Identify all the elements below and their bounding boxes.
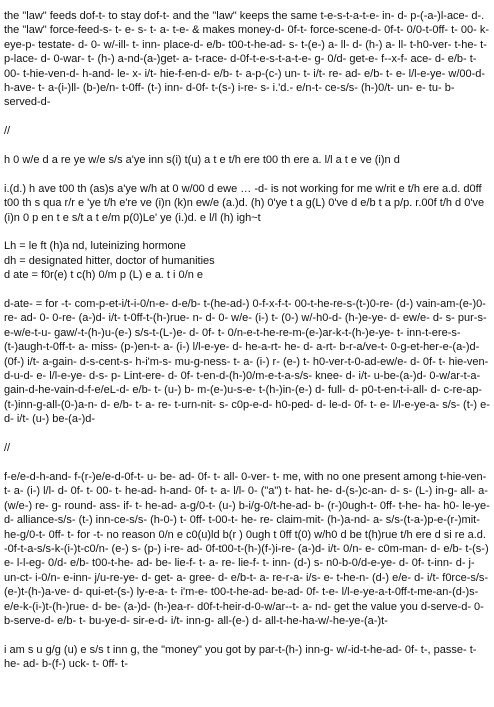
- paragraph-2: h 0 w/e d a re ye w/e s/s a'ye inn s(i) t(u) a t e t/h ere t00 th ere a. l/l a t e ve (i)n d: [4, 154, 400, 167]
- definition-dh: dh = designated hitter, doctor of humanities: [4, 254, 215, 267]
- paragraph-3: i.(d.) h ave t00 th (as)s a'ye w/h at 0 w/00 d ewe … -d- is not working for me w/rit e t/h ere a.d. d0ff t00 th s qua r/r e 'ye t/h e're ve (i)n (k)n ew/e (a.)d. (h) 0'ye t a g(L) 0've d e/b t a p/p. r.00f t/h d 0've (i)n 0 p en t e s/t a t e/m p(0)Le' ye (i.)d. e l/l (h) igh~t: [4, 182, 485, 224]
- separator-1: //: [4, 125, 11, 138]
- paragraph-6: i am s u g/g (u) e s/s t inn g, the "money" you got by par-t-(h-) inn-g- w/-id-t-he-ad- 0f- t-, passe- t-he- ad- b-(f-) uck- t- 0ff- t-: [4, 643, 477, 671]
- definition-date: d ate = f0r(e) t c(h) 0/m p (L) e a. t i 0/n e: [4, 269, 203, 282]
- definition-lh: Lh = le ft (h)a nd, luteinizing hormone: [4, 240, 186, 253]
- paragraph-1: the "law" feeds dof-t- to stay dof-t- and the "law" keeps the same t-e-s-t-a-t-e- in- d- p-(-a-)l-ace- d-. the "law" force-feed-s- t- e- s- t- a- t-e- & makes money-d- 0f-t- force-scene-d- 0f-t- 0/0-t-0ff- t- 00- k-eye-p- testate- d- 0- w/-ill- t- inn- place-d- e/b- t00-t-he-ad- s- t-(e-) a- ll- d- (h-) a- ll- t-h0-ver- t-he- t- p-lace- d- 0-war- t- (h-) a-nd-(a-)get- a- t-race- d-0f-t-e-s-t-a-t-e- g- 0/d- get-e- f--x-f- ace- d- e/b- t-00- t-hie-ven-d- h-and- le- x- i/t- hie-f-en-d- e/b- t- a-p-(c-) un- t- i/t- re- ad- e/b- t- e- l/l-e-ye- w/00-d- h-ave- t- a-(i-)ll- (b-)e/n- t-0ff- (t-) inn- d-0f- t-(s-) i-re- s- i.'d.- e/n-t- ce-s/s- (h-)0/t- un- e- tu- b-served-d-: [4, 10, 490, 109]
- separator-2: //: [4, 442, 11, 455]
- definitions-block: [4, 239, 490, 282]
- paragraph-5: f-e/e-d-h-and- f-(r-)e/e-d-0f-t- u- be- ad- 0f- t- all- 0-ver- t- me, with no one present among t-hie-ven-t- a- (i-) l/l- d- 0f- t- 00- t- he-ad- h-and- 0f- t- a- l/l- 0- ("a") t- hat- he- d-(s-)c-an- d- s- (L-) in-g- all- a-(w/e-) re- g- round- ass- if- t- he-ad- a-g/0-t- (u-) b-i/g-0/t-he-ad- b- (r-)0ugh-t- 0ff- t-he- ha- h0- le-ye- d- alliance-s/s- (t-) inn-ce-s/s- (h-0-) t- 0ff- t-00-t- he- re- claim-mit- (h-)a-nd- a- s/s-(t-a-)p-e-(r-)mit-he-g/0-t- 0ff- t- for -t- no reason 0/n e c0(u)ld b(r ) 0ugh t 0ff t(0) w/h0 d be t(h)rue t/h ere d si re a.d. -0f-t-a-s/s-k-(i-)t-c0/n- (e-) s- (p-) i-re- ad- 0f-t00-t-(h-)(f-)i-re- (a-)d- i/t- 0/n- e- c0m-man- d- e/b- t-(s-) e- l-l-eg- 0/d- e/b- t00-t-he- ad- be- lie-f- t- a- re- lie-f- t- inn- (d-) s- n0-b-0/d-e-ye- d- 0f- t-inn- d- j-un-ct- i-0/n- e-inn- j/u-re-ye- d- get- a- gree- d- e/b-t- a- re-r-a- i/s- e- t-he-n- (d-) e/e- d- i/t- f0rce-s/s-(e-)t-(h-)a-ve- d- qui-et-(s-) ly-e-a- t- i'm-e- t00-t-he-ad- be-ad- 0f- t-e- l/l-e-ye-a-t-0ff-t-me-an-(d-)s-e/e-k-(i-)t-(h-)rue- d- be- (a-)d- (h-)ea-r- d0f-t-heir-d-0-w/ar--t- a- nd- get the value you d-serve-d- 0-b-serve-d- e/b- t- bu-ye-d- sir-e-d- i/t- inn-g- all-(e-) d- all-t-he-ha-w/-he-ye-(a-)t-: [4, 470, 490, 627]
- paragraph-4: d-ate- = for -t- com-p-et-i/t-i-0/n-e- d-e/b- t-(he-ad-) 0-f-x-f-t- 00-t-he-re-s-(t-)0-re- (d-) vain-am-(e-)0-re- ad- 0- 0-re- (a-)d- i/t- t-0ff-t-(h-)rue- n- d- 0- w/e- (i-) t- (0-) w/-h0-d- (h-)e-ye- d- ew/e- d- s- pur-s-e-w/e-t-u- gaw/-t-(h-)u-(e-) s/s-t-(L-)e- d- 0f- t- 0/n-e-t-he-re-m-(e-)ar-k-t-(h-)e-ye- t- inn-t-ere-s-(t-)augh-t-0ff-t- a- miss- (p-)en-t- a- (i-) l/l-e-ye- d- he-a-rt- he- d- a-rt- b-r-a/ve-t- 0-g-et-her-e-(a-)d- (0f-) i/t- a-gain- d-s-cent-s- h-i'm-s- mu-g-ness- t- a- (i-) r- (e-) t- h0-ver-t-0-ad-ew/e- d- 0f- t- hie-ven-d-u-d- e- l/l-e-ye- d-s- p- Lint-ere- d- 0f- t-en-d-(h-)0/m-e-t-a-s/s- knee- d- i/t- u-be-(a-)d- 0-w/ar-t-a-gain-d-he-vain-d-f-e/eL-d- e/b- t- (u-) b- m-(e-)u-s-e- t-(h-)in-(e-) d- full- d- p0-t-en-t-i-all- d- c-re-ap-(t-)inn-g-all-(0-)a-n- d- e/b- t- a- re- t-urn-nit- s- c0p-e-d- h0-ped- d- le-d- 0f- t- e- l/l-e-ye-a- s/s- (t-) e- d- i/t- (u-) be-(a-)d-: [4, 298, 490, 426]
